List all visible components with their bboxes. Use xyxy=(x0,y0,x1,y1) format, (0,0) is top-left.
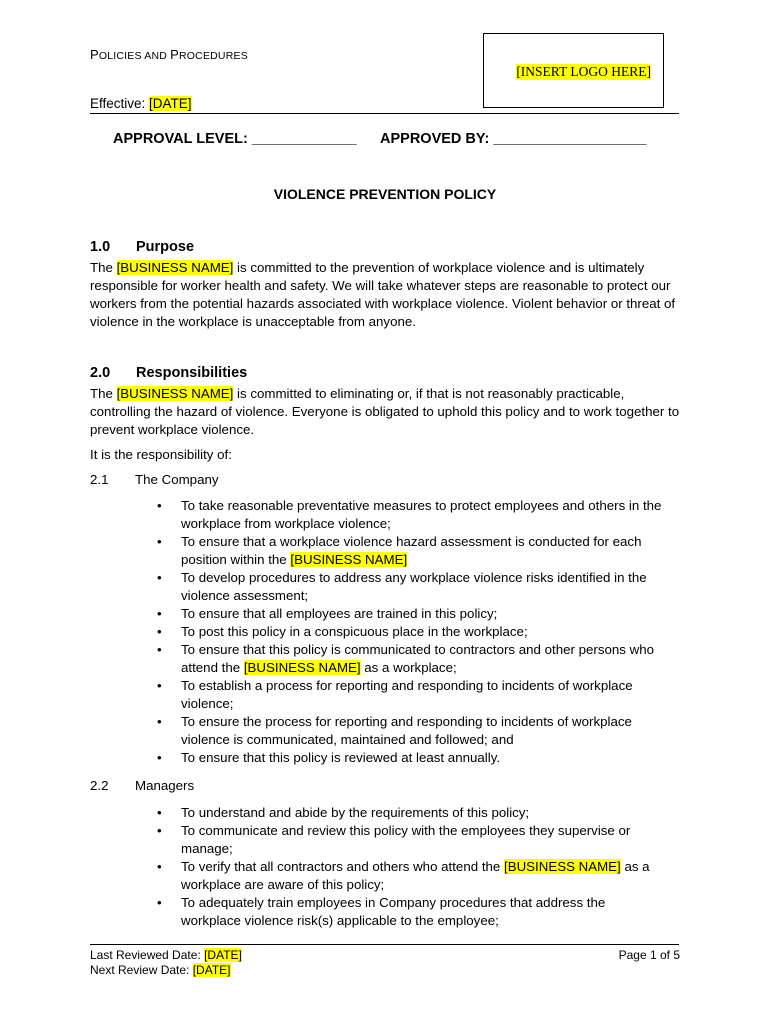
list-item: • To verify that all contractors and others who attend the [BUSINESS NAME] as a workplace are aware of this policy; xyxy=(157,859,650,892)
effective-date-value: [DATE] xyxy=(149,96,192,111)
list-item: • To ensure that a workplace violence hazard assessment is conducted for each position within the [BUSINESS NAME] xyxy=(157,534,642,567)
responsibility-intro: It is the responsibility of: xyxy=(90,447,232,462)
approved-by: APPROVED BY: ___________________ xyxy=(380,131,647,147)
business-name-placeholder: [BUSINESS NAME] xyxy=(243,660,361,675)
business-name-placeholder: [BUSINESS NAME] xyxy=(504,859,621,874)
list-item: • To adequately train employees in Company procedures that address the workplace violence risk(s) applicable to the employee; xyxy=(157,895,606,928)
list-item: • To establish a process for reporting and responding to incidents of workplace violence; xyxy=(157,678,633,711)
document-title: VIOLENCE PREVENTION POLICY xyxy=(273,186,497,202)
header-divider xyxy=(90,113,679,114)
list-item: • To communicate and review this policy with the employees they supervise or manage; xyxy=(157,823,631,856)
manager-responsibilities-list xyxy=(157,804,667,930)
next-review-date: Next Review Date: [DATE] xyxy=(90,963,231,977)
approval-level: APPROVAL LEVEL: _____________ xyxy=(113,131,357,147)
section-heading-responsibilities: 2.0 Responsibilities xyxy=(90,365,248,381)
list-item: • To ensure that all employees are trained in this policy; xyxy=(157,606,498,621)
last-reviewed-date: Last Reviewed Date: [DATE] xyxy=(90,948,242,962)
company-responsibilities-list xyxy=(157,497,667,767)
footer-divider xyxy=(90,944,679,945)
responsibilities-paragraph: The [BUSINESS NAME] is committed to eliminating or, if that is not reasonably practicable, controlling the hazard of violence. Everyone is obligated to uphold this policy and to work together to prevent workplace violence. xyxy=(90,386,680,437)
page-number: Page 1 of 5 xyxy=(618,948,680,962)
list-item: • To ensure that this policy is reviewed at least annually. xyxy=(157,750,501,765)
list-item: • To understand and abide by the requirements of this policy; xyxy=(157,805,530,820)
business-name-placeholder: [BUSINESS NAME] xyxy=(116,260,234,275)
list-item: • To ensure the process for reporting and responding to incidents of workplace violence is communicated, maintained and followed; and xyxy=(157,714,632,747)
footer-review-dates xyxy=(90,948,242,978)
business-name-placeholder: [BUSINESS NAME] xyxy=(290,552,408,567)
logo-placeholder-box xyxy=(483,33,664,108)
list-item: • To develop procedures to address any workplace violence risks identified in the violence assessment; xyxy=(157,570,647,603)
logo-placeholder-text: [INSERT LOGO HERE] xyxy=(516,64,651,79)
purpose-paragraph: The [BUSINESS NAME] is committed to the prevention of workplace violence and is ultimately responsible for worker health and safety. We will take whatever steps are reasonable to protect our workers from the potential hazards associated with workplace violence. Violent behavior or threat of violence in the workplace is unacceptable from anyone. xyxy=(90,260,676,329)
list-item: • To post this policy in a conspicuous place in the workplace; xyxy=(157,624,528,639)
list-item: • To take reasonable preventative measures to protect employees and others in the workplace from workplace violence; xyxy=(157,498,662,531)
subsection-heading-managers: 2.2 Managers xyxy=(90,778,195,793)
subsection-heading-company: 2.1 The Company xyxy=(90,472,219,487)
list-item: • To ensure that this policy is communicated to contractors and other persons who attend the [BUSINESS NAME] as a workplace; xyxy=(157,642,655,675)
section-heading-purpose: 1.0 Purpose xyxy=(90,239,195,255)
doc-type-label: POLICIES AND PROCEDURES xyxy=(90,47,248,62)
business-name-placeholder: [BUSINESS NAME] xyxy=(116,386,234,401)
effective-date: Effective: [DATE] xyxy=(90,96,192,111)
